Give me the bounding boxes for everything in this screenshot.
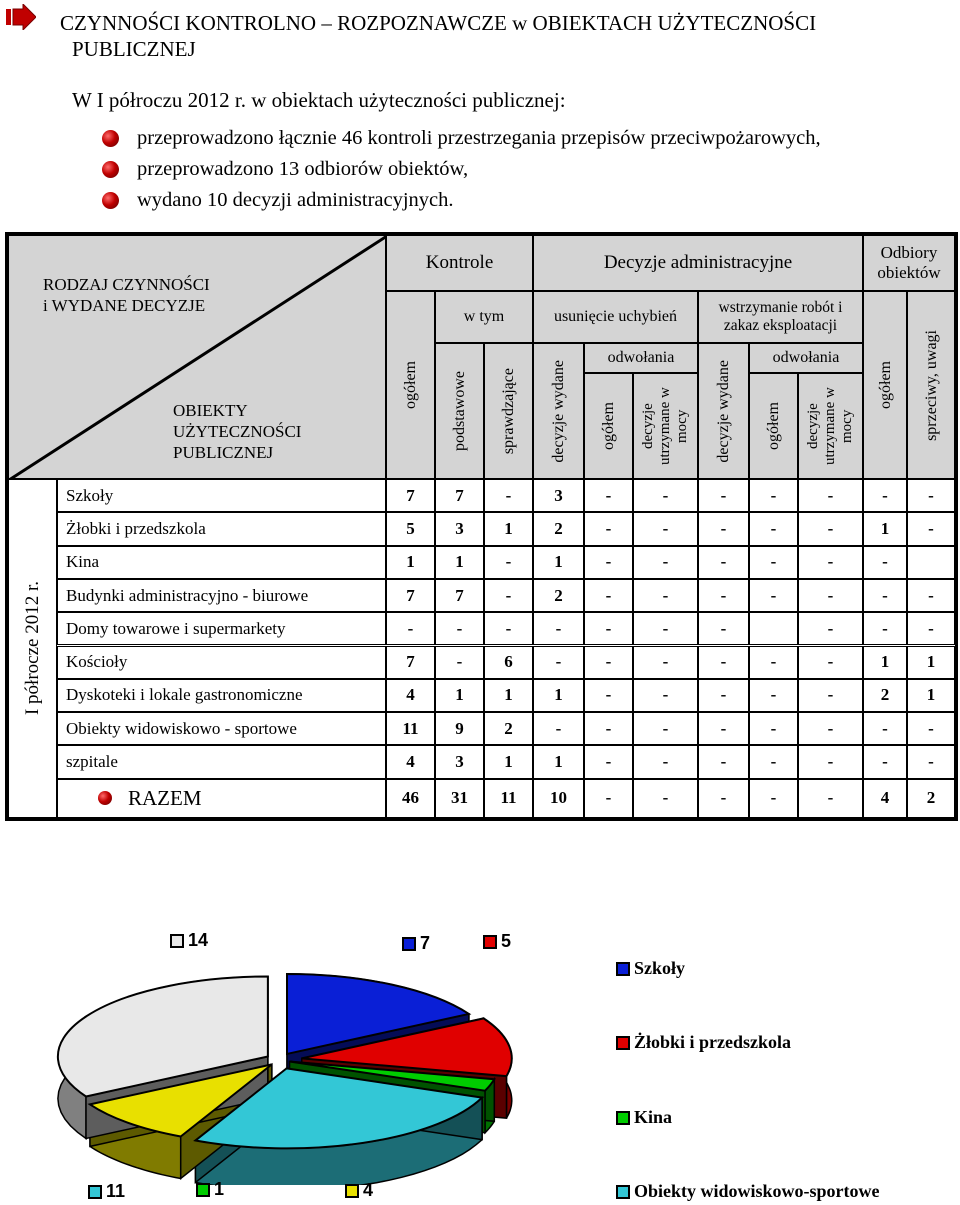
table-cell: 6 [484,646,533,679]
table-cell: - [484,612,533,645]
header-usuniecie: usunięcie uchybień [533,291,698,343]
col-sprzeciwy [907,291,955,479]
table-cell: 2 [533,579,584,612]
table-cell: - [907,745,955,778]
swatch-icon [616,1185,630,1199]
table-cell: 3 [435,745,484,778]
total-cell: - [633,779,698,818]
bullet-icon [102,130,119,147]
statistics-table [5,232,958,821]
table-cell: - [633,612,698,645]
legend-item [616,1107,672,1128]
swatch-icon [345,1184,359,1198]
table-cell: - [584,512,633,545]
chart-label-5 [483,931,511,952]
row-label: Szkoły [57,479,386,512]
table-cell: - [798,512,863,545]
table-cell: - [633,646,698,679]
table-cell: - [798,479,863,512]
table-cell: 2 [484,712,533,745]
table-cell: - [633,712,698,745]
swatch-icon [616,1111,630,1125]
col-podstawowe [435,343,484,479]
label-value: 1 [214,1179,225,1199]
table-cell: - [633,579,698,612]
legend-item [616,1032,791,1053]
col-sprawdzajace [484,343,533,479]
row-label: Kina [57,546,386,579]
table-cell: - [907,712,955,745]
label-value: 4 [363,1180,374,1200]
table-cell: - [749,579,798,612]
label-value: 5 [501,931,512,951]
total-cell: - [584,779,633,818]
table-cell: 1 [386,546,435,579]
table-cell: 5 [386,512,435,545]
table-cell: - [798,546,863,579]
bullet-text: przeprowadzono 13 odbiorów obiektów, [137,158,469,180]
header-kontrole: Kontrole [386,235,533,291]
col-sprawdzajace-label: sprawdzające [500,367,517,455]
table-cell: 1 [533,745,584,778]
table-cell: - [484,546,533,579]
header-odbiory: Odbiory obiektów [863,235,955,291]
table-cell: - [863,712,907,745]
table-cell: 2 [533,512,584,545]
swatch-icon [196,1183,210,1197]
row-label: Żłobki i przedszkola [57,512,386,545]
table-cell: - [907,579,955,612]
table-cell: - [533,712,584,745]
period-label-cell [8,479,57,818]
table-cell: 11 [386,712,435,745]
chart-label-4 [345,1180,373,1201]
table-cell: - [698,745,749,778]
row-label: Budynki administracyjno - biurowe [57,579,386,612]
table-cell: 9 [435,712,484,745]
table-cell: - [435,646,484,679]
col-podstawowe-label: podstawowe [451,371,468,451]
chart-label-14 [170,930,208,951]
total-cell: 46 [386,779,435,818]
table-cell: - [584,479,633,512]
col-utrzymane-2-label: decyzje utrzymane w mocy [805,387,855,465]
table-cell: - [698,512,749,545]
bullet-text: wydano 10 decyzji administracyjnych. [137,189,454,211]
table-cell: 1 [533,679,584,712]
col-ogolem [386,291,435,479]
swatch-icon [88,1185,102,1199]
swatch-icon [402,937,416,951]
label-value: 7 [420,933,431,953]
title-line-2: PUBLICZNEJ [72,37,196,61]
table-cell: - [633,679,698,712]
table-cell: 4 [386,679,435,712]
col-decyzje-wydane [533,343,584,479]
col-odb-ogolem-label: ogółem [876,361,894,409]
table-cell: - [484,479,533,512]
total-cell: 2 [907,779,955,818]
table-cell: - [584,646,633,679]
table-cell: 7 [435,579,484,612]
col-decyzje-wydane-2-label: decyzje wydane [715,359,732,463]
table-cell: - [484,579,533,612]
table-cell: - [698,479,749,512]
red-arrow-icon [6,4,36,30]
table-cell: - [749,546,798,579]
corner-top-label: RODZAJ CZYNNOŚCI i WYDANE DECYZJE [43,275,210,315]
table-cell: - [863,479,907,512]
chart-label-7 [402,933,430,954]
title-line-1: CZYNNOŚCI KONTROLNO – ROZPOZNAWCZE w OBIEKTACH UŻYTECZNOŚCI [60,11,817,35]
legend-item [616,958,685,979]
table-cell: - [863,546,907,579]
label-value: 11 [106,1181,126,1201]
pie-chart [45,965,545,1185]
legend-label: Obiekty widowiskowo-sportowe [634,1181,880,1201]
table-cell: 1 [533,546,584,579]
header-odwolania-2: odwołania [749,343,863,373]
table-cell: - [698,546,749,579]
total-cell: - [749,779,798,818]
col-utrzymane-label: decyzje utrzymane w mocy [640,387,690,465]
table-cell: - [798,712,863,745]
table-cell: 1 [907,679,955,712]
total-cell: - [698,779,749,818]
table-cell: - [749,712,798,745]
col-decyzje-wydane-2 [698,343,749,479]
table-cell: - [863,745,907,778]
table-cell: - [584,579,633,612]
table-cell: - [749,745,798,778]
period-label: I półrocze 2012 r. [22,581,43,716]
table-cell: 1 [863,646,907,679]
table-cell: - [907,512,955,545]
table-cell: - [533,612,584,645]
table-cell: - [798,679,863,712]
corner-bottom-label: OBIEKTY UŻYTECZNOŚCI PUBLICZNEJ [173,401,302,462]
table-cell: 7 [386,646,435,679]
header-decyzje: Decyzje administracyjne [533,235,863,291]
header-wtym: w tym [435,291,533,343]
table-cell: - [863,612,907,645]
header-wstrzymanie: wstrzymanie robót i zakaz eksploatacji [698,291,863,343]
table-cell: - [435,612,484,645]
table-cell: - [749,479,798,512]
col-utrzymane-2 [798,373,863,479]
col-odw-ogolem-2 [749,373,798,479]
table-cell: - [633,546,698,579]
corner-header [8,235,386,479]
table-cell: 1 [435,679,484,712]
legend-label: Szkoły [634,958,686,978]
table-cell [907,546,955,579]
header-odwolania-1: odwołania [584,343,698,373]
table-cell: 7 [386,479,435,512]
col-odw-ogolem [584,373,633,479]
col-decyzje-wydane-label: decyzje wydane [550,359,567,463]
table-cell: - [584,712,633,745]
swatch-icon [616,1036,630,1050]
legend-label: Kina [634,1107,673,1127]
chart-label-11 [88,1181,125,1202]
table-cell: - [698,579,749,612]
table-cell: - [798,646,863,679]
table-cell: 2 [863,679,907,712]
label-value: 14 [188,930,209,950]
bullet-item [102,158,468,181]
table-cell: 3 [533,479,584,512]
legend-item [616,1181,880,1202]
col-ogolem-label: ogółem [402,361,419,409]
table-cell: - [749,679,798,712]
table-cell: - [698,646,749,679]
intro-text: W I półroczu 2012 r. w obiektach użyteczności publicznej: [72,88,566,112]
total-label: RAZEM [128,785,202,810]
table-cell: - [798,745,863,778]
total-row-label [57,779,386,818]
row-label: Dyskoteki i lokale gastronomiczne [57,679,386,712]
table-cell: - [584,679,633,712]
table-cell: - [798,612,863,645]
bullet-item [102,189,454,212]
table-cell: 1 [863,512,907,545]
table-cell: - [863,579,907,612]
swatch-icon [170,934,184,948]
swatch-icon [616,962,630,976]
table-cell: - [633,479,698,512]
col-odw-ogolem-label: ogółem [600,402,617,450]
bullet-icon [102,161,119,178]
chart-label-1 [196,1179,224,1200]
col-sprzeciwy-label: sprzeciwy, uwagi [922,329,940,441]
swatch-icon [483,935,497,949]
bullet-item [102,127,821,150]
table-cell: 4 [386,745,435,778]
row-label: Domy towarowe i supermarkety [57,612,386,645]
table-cell: - [749,646,798,679]
total-cell: - [798,779,863,818]
legend-label: Żłobki i przedszkola [634,1032,792,1052]
table-cell: 1 [907,646,955,679]
table-cell: - [749,512,798,545]
table-cell: - [584,612,633,645]
bullet-icon [98,791,112,805]
total-cell: 10 [533,779,584,818]
bullet-icon [102,192,119,209]
col-utrzymane [633,373,698,479]
table-cell: - [698,712,749,745]
table-cell: 1 [484,512,533,545]
table-cell: - [698,612,749,645]
bullet-text: przeprowadzono łącznie 46 kontroli przestrzegania przepisów przeciwpożarowych, [137,127,821,149]
page-title [60,10,940,62]
row-label: Kościoły [57,646,386,679]
table-cell: 1 [435,546,484,579]
total-cell: 31 [435,779,484,818]
col-odb-ogolem [863,291,907,479]
table-cell: - [533,646,584,679]
table-cell: 1 [484,745,533,778]
table-cell: - [584,546,633,579]
total-cell: 4 [863,779,907,818]
table-cell: - [907,479,955,512]
table-cell [749,612,798,645]
col-odw-ogolem-2-label: ogółem [765,402,782,450]
table-cell: 7 [435,479,484,512]
row-label: Obiekty widowiskowo - sportowe [57,712,386,745]
table-cell: - [584,745,633,778]
total-cell: 11 [484,779,533,818]
table-cell: 7 [386,579,435,612]
table-cell: - [633,745,698,778]
table-cell: - [907,612,955,645]
table-cell: - [698,679,749,712]
table-cell: 1 [484,679,533,712]
table-cell: - [633,512,698,545]
table-cell: - [798,579,863,612]
row-label: szpitale [57,745,386,778]
table-cell: - [386,612,435,645]
table-cell: 3 [435,512,484,545]
